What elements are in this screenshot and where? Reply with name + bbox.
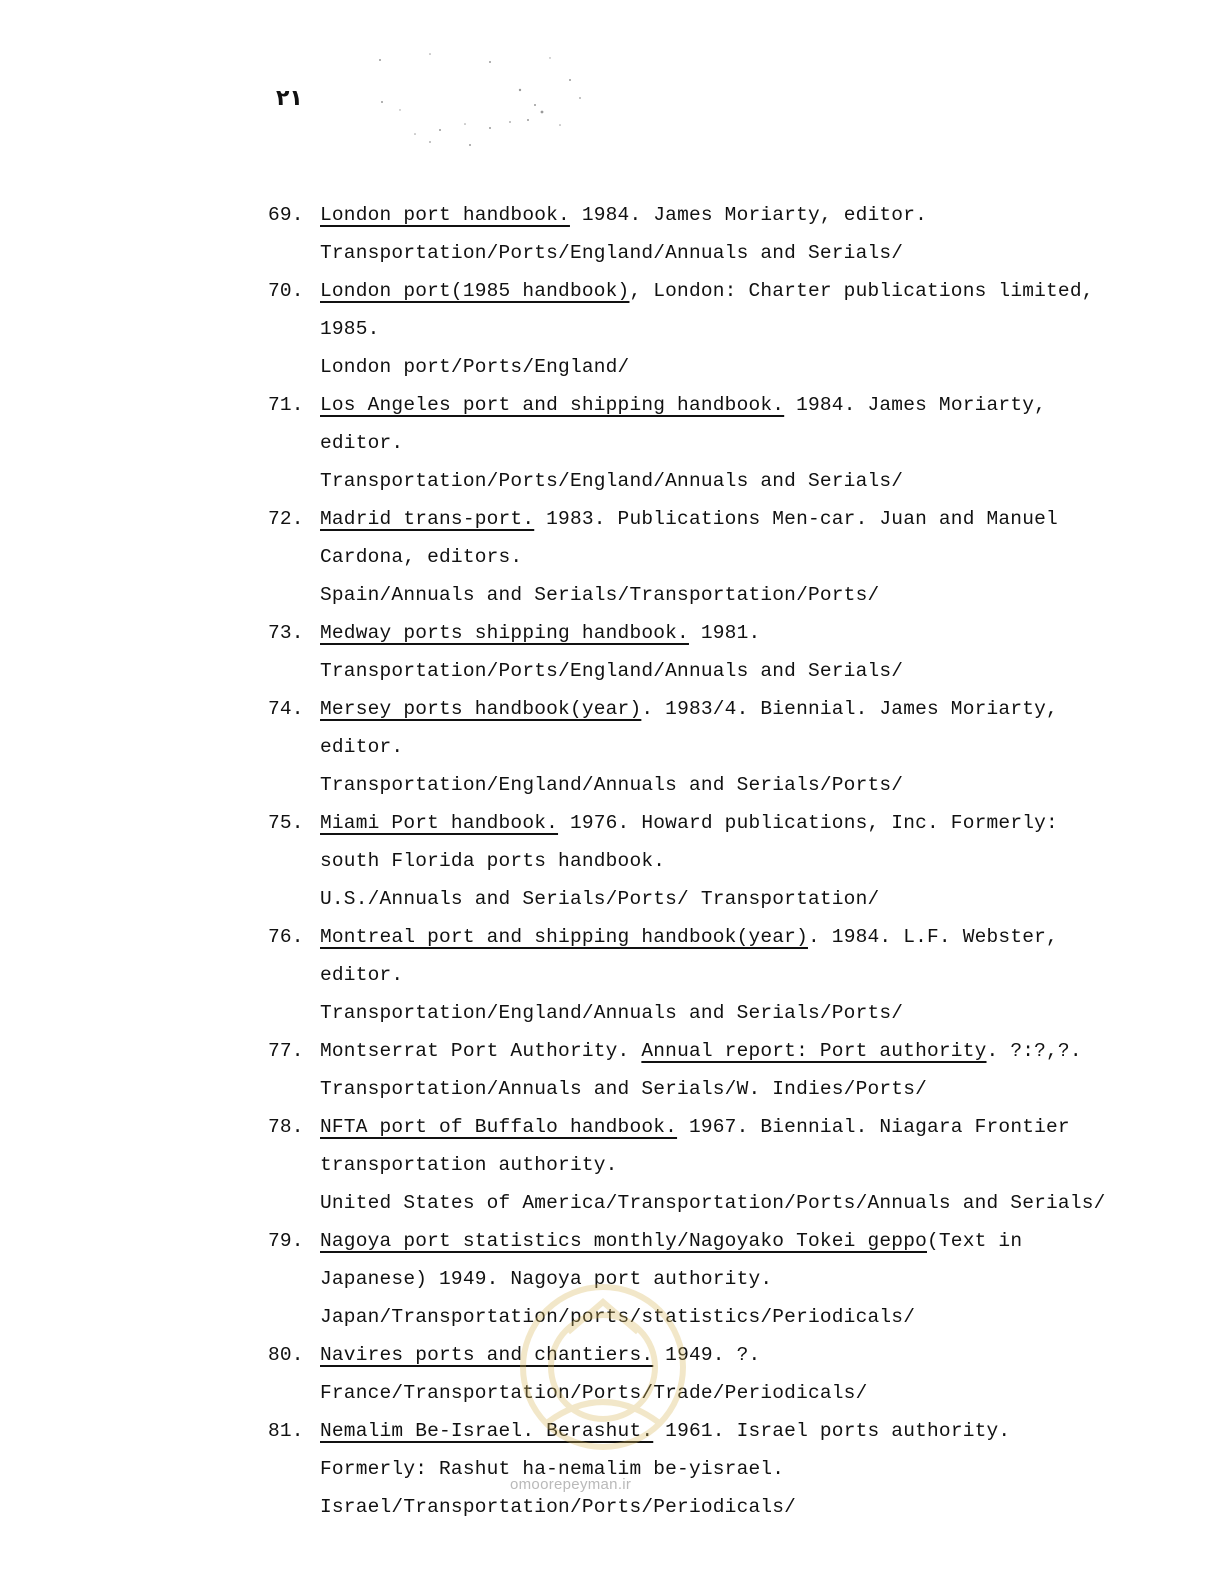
entry-details: . 1983/4. Biennial. James Moriarty,: [641, 698, 1058, 720]
entry-title: Montreal port and shipping handbook(year): [320, 926, 808, 948]
entry-subject: Transportation/England/Annuals and Serials/Ports/: [320, 1002, 904, 1024]
entry-subject: United States of America/Transportation/Ports/Annuals and Serials/: [320, 1192, 1106, 1214]
entry-subject: London port/Ports/England/: [320, 356, 630, 378]
list-item: [268, 1036, 1168, 1112]
entry-continuation: editor.: [320, 432, 404, 454]
entry-continuation: Formerly: Rashut ha-nemalim be-yisrael.: [320, 1458, 785, 1480]
entry-subject: Transportation/Ports/England/Annuals and Serials/: [320, 660, 904, 682]
entry-number: 79.: [268, 1230, 304, 1252]
entry-continuation: transportation authority.: [320, 1154, 618, 1176]
entry-number: 72.: [268, 508, 304, 530]
entry-details: 1984. James Moriarty,: [784, 394, 1047, 416]
entry-title: Madrid trans-port.: [320, 508, 535, 530]
entry-title: Miami Port handbook.: [320, 812, 559, 834]
entry-subject: Transportation/England/Annuals and Serials/Ports/: [320, 774, 904, 796]
entry-continuation: south Florida ports handbook.: [320, 850, 666, 872]
entry-title: London port(1985 handbook): [320, 280, 630, 302]
entry-title: Medway ports shipping handbook.: [320, 622, 689, 644]
entry-title: Navires ports and chantiers.: [320, 1344, 654, 1366]
entry-title: Nemalim Be-Israel. Berashut.: [320, 1420, 654, 1442]
page-number: ٢١: [276, 86, 303, 111]
list-item: [268, 390, 1168, 504]
list-item: [268, 504, 1168, 618]
entry-subject: Spain/Annuals and Serials/Transportation/Ports/: [320, 584, 880, 606]
list-item: [268, 1340, 1168, 1416]
list-item: [268, 1226, 1168, 1340]
entry-title: NFTA port of Buffalo handbook.: [320, 1116, 678, 1138]
entry-number: 74.: [268, 698, 304, 720]
entry-title: Los Angeles port and shipping handbook.: [320, 394, 785, 416]
entry-details: 1961. Israel ports authority.: [653, 1420, 1011, 1442]
entry-title: Mersey ports handbook(year): [320, 698, 642, 720]
entry-number: 75.: [268, 812, 304, 834]
bibliography-list: [268, 200, 1168, 1530]
entry-details: . ?:?,?.: [986, 1040, 1082, 1062]
entry-number: 71.: [268, 394, 304, 416]
entry-subject: France/Transportation/Ports/Trade/Periodicals/: [320, 1382, 868, 1404]
entry-title: London port handbook.: [320, 204, 570, 226]
list-item: [268, 200, 1168, 276]
entry-subject: Japan/Transportation/ports/statistics/Periodicals/: [320, 1306, 916, 1328]
entry-details: . 1984. L.F. Webster,: [807, 926, 1058, 948]
entry-title: Annual report: Port authority: [641, 1040, 987, 1062]
list-item: [268, 1416, 1168, 1530]
entry-details: 1981.: [688, 622, 761, 644]
entry-author: Montserrat Port Authority.: [320, 1040, 642, 1062]
entry-details: 1976. Howard publications, Inc. Formerly:: [558, 812, 1058, 834]
entry-continuation: Cardona, editors.: [320, 546, 523, 568]
entry-number: 69.: [268, 204, 304, 226]
entry-continuation: 1985.: [320, 318, 380, 340]
entry-subject: Transportation/Annuals and Serials/W. Indies/Ports/: [320, 1078, 927, 1100]
entry-details: 1949. ?.: [653, 1344, 761, 1366]
entry-subject: Transportation/Ports/England/Annuals and Serials/: [320, 242, 904, 264]
entry-subject: Israel/Transportation/Ports/Periodicals/: [320, 1496, 797, 1518]
entry-title: Nagoya port statistics monthly/Nagoyako Tokei geppo: [320, 1230, 927, 1252]
entry-details: 1983. Publications Men-car. Juan and Manuel: [534, 508, 1058, 530]
list-item: [268, 276, 1168, 390]
entry-details: 1967. Biennial. Niagara Frontier: [677, 1116, 1070, 1138]
list-item: [268, 618, 1168, 694]
entry-number: 78.: [268, 1116, 304, 1138]
entry-number: 81.: [268, 1420, 304, 1442]
entry-continuation: editor.: [320, 736, 404, 758]
entry-details: 1984. James Moriarty, editor.: [569, 204, 928, 226]
entry-continuation: editor.: [320, 964, 404, 986]
entry-details: (Text in: [927, 1230, 1023, 1252]
list-item: [268, 1112, 1168, 1226]
entry-number: 73.: [268, 622, 304, 644]
list-item: [268, 694, 1168, 808]
entry-subject: U.S./Annuals and Serials/Ports/ Transportation/: [320, 888, 880, 910]
entry-number: 77.: [268, 1040, 304, 1062]
entry-subject: Transportation/Ports/England/Annuals and Serials/: [320, 470, 904, 492]
list-item: [268, 922, 1168, 1036]
list-item: [268, 808, 1168, 922]
entry-continuation: Japanese) 1949. Nagoya port authority.: [320, 1268, 773, 1290]
entry-details: , London: Charter publications limited,: [629, 280, 1094, 302]
entry-number: 70.: [268, 280, 304, 302]
entry-number: 76.: [268, 926, 304, 948]
entry-number: 80.: [268, 1344, 304, 1366]
watermark-url: omoorepeyman.ir: [510, 1476, 632, 1493]
scan-speckle: [370, 50, 600, 160]
